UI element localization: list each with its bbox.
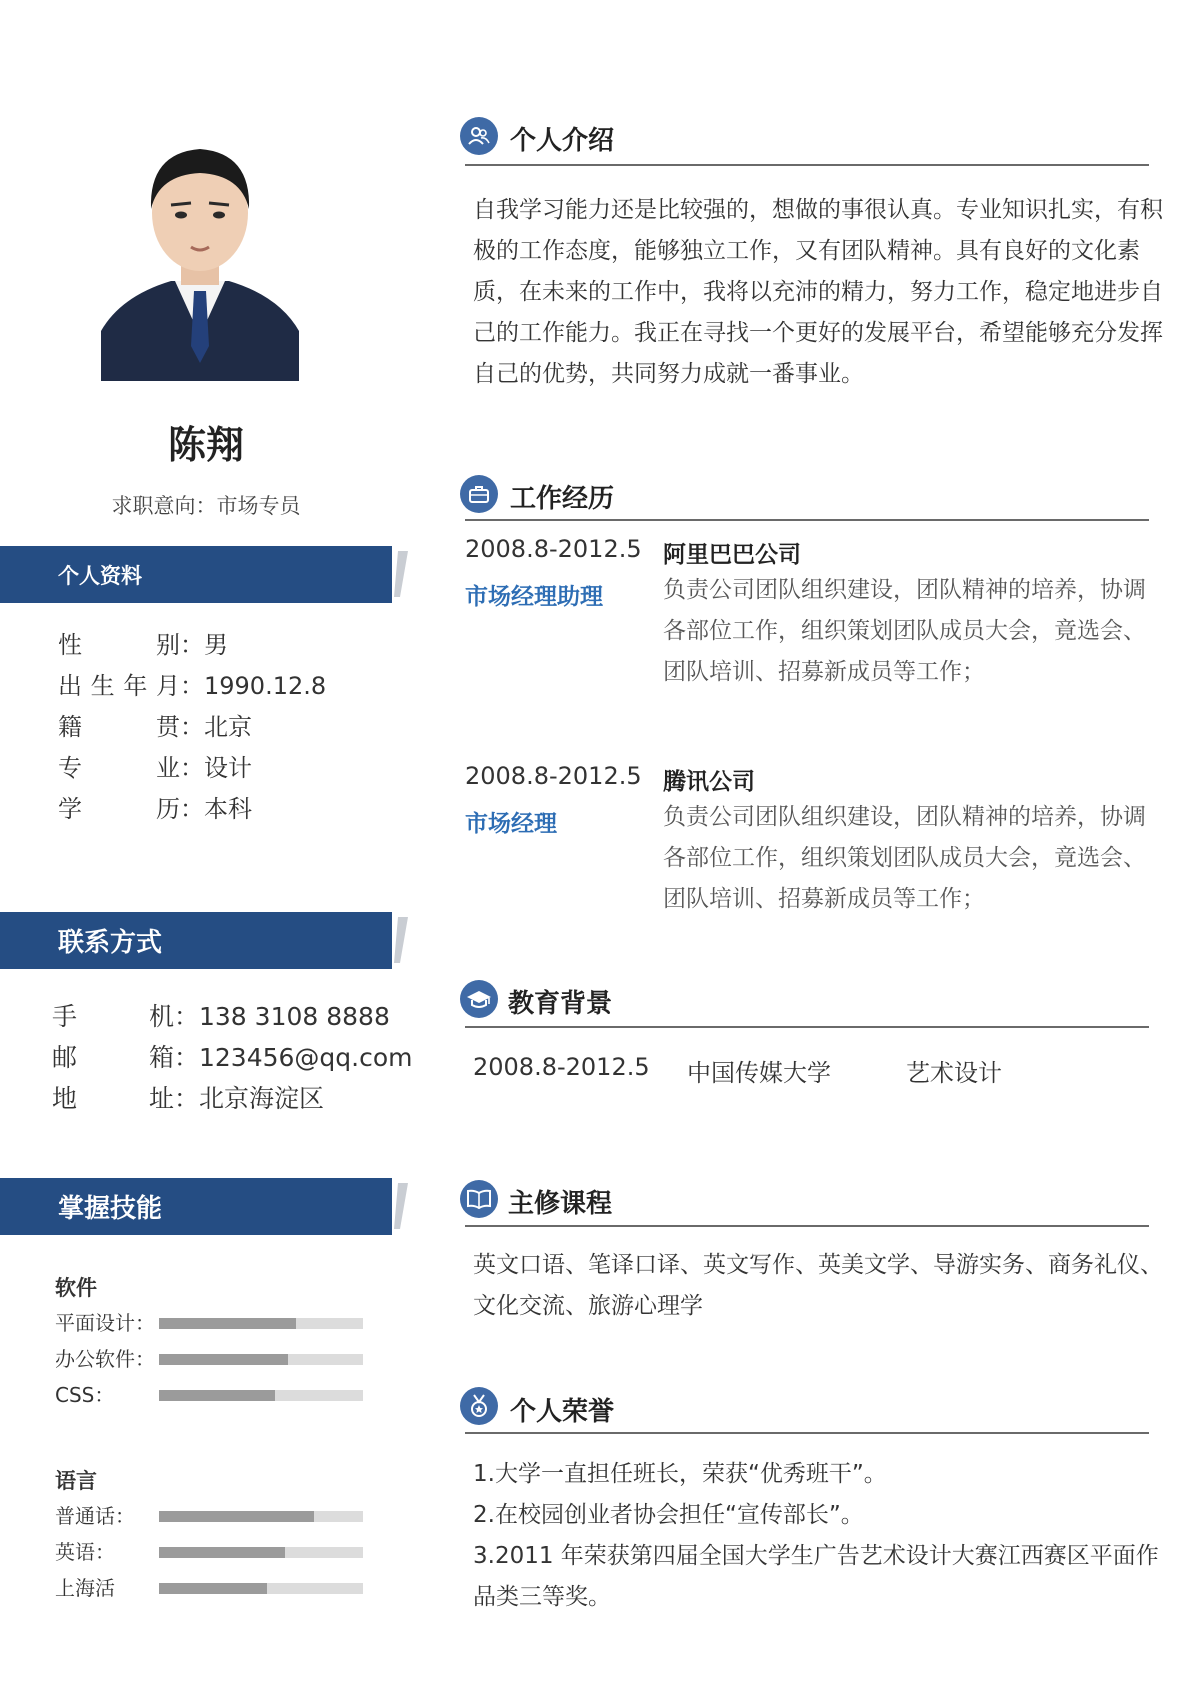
skill-row <box>55 1502 365 1530</box>
skill-name: CSS： <box>55 1383 115 1407</box>
info-row <box>58 628 228 662</box>
medal-icon <box>467 1393 491 1419</box>
job-role: 市场经理 <box>465 811 557 837</box>
skill-bar-track <box>159 1547 363 1558</box>
skill-name: 英语： <box>55 1540 115 1564</box>
software-heading: 软件 <box>55 1276 97 1300</box>
job-company: 腾讯公司 <box>663 769 755 795</box>
work-section-title: 工作经历 <box>510 484 615 514</box>
skill-name: 普通话： <box>55 1504 135 1528</box>
skill-name: 办公软件： <box>55 1347 155 1371</box>
courses-text: 英文口语、笔译口译、英文写作、英美文学、导游实务、商务礼仪、文化交流、旅游心理学 <box>473 1252 1163 1319</box>
contact-label: 邮箱 <box>52 1043 174 1072</box>
intro-text: 自我学习能力还是比较强的，想做的事很认真。专业知识扎实，有积极的工作态度，能够独立工作，又有团队精神。具有良好的文化素质，在未来的工作中，我将以充沛的精力，努力工作，稳定地进步自己的工作能力。我正在寻找一个更好的发展平台，希望能够充分发挥自己的优势，共同努力成就一番事业。 <box>473 197 1163 387</box>
honors-section-icon <box>460 1387 498 1425</box>
skill-row <box>55 1538 365 1566</box>
skill-bar-track <box>159 1583 363 1594</box>
contact-row <box>52 1041 413 1075</box>
skill-bar-fill <box>159 1547 285 1558</box>
skill-row <box>55 1574 365 1602</box>
skill-row <box>55 1345 365 1373</box>
info-label: 籍贯 <box>58 713 180 741</box>
section-divider <box>465 1225 1149 1227</box>
info-value: ：设计 <box>180 754 252 782</box>
skill-bar-track <box>159 1390 363 1401</box>
skill-bar-fill <box>159 1583 267 1594</box>
honor-item: 1.大学一直担任班长，荣获“优秀班干”。 <box>473 1461 887 1487</box>
address-value: ：北京海淀区 <box>174 1084 325 1113</box>
skill-bar-track <box>159 1318 363 1329</box>
email-value: ：123456@qq.com <box>174 1043 413 1072</box>
skill-bar-track <box>159 1511 363 1522</box>
header-tail-decoration <box>394 1183 408 1229</box>
info-row <box>58 710 252 744</box>
candidate-name: 陈翔 <box>167 423 244 467</box>
skill-bar-fill <box>159 1318 296 1329</box>
info-value: ：男 <box>180 631 228 659</box>
info-value: ：本科 <box>180 795 252 823</box>
info-value: ：1990.12.8 <box>180 672 327 700</box>
book-icon <box>466 1187 492 1211</box>
header-tail-decoration <box>394 551 408 597</box>
honors-section-title: 个人荣誉 <box>510 1397 615 1427</box>
profile-photo <box>101 131 299 381</box>
job-description: 负责公司团队组织建设，团队精神的培养，协调各部位工作，组织策划团队成员大会，竟选会、团队培训、招募新成员等工作； <box>663 577 1146 685</box>
section-divider <box>465 519 1149 521</box>
intro-section-title: 个人介绍 <box>510 126 615 156</box>
info-label: 出生年月 <box>58 672 180 700</box>
info-label: 性别 <box>58 631 180 659</box>
skill-row <box>55 1381 365 1409</box>
contact-row <box>52 1000 390 1034</box>
contact-label: 地址 <box>52 1084 174 1113</box>
work-section-icon <box>460 475 498 513</box>
education-section-title: 教育背景 <box>508 989 613 1019</box>
graduation-cap-icon <box>466 987 492 1011</box>
skill-bar-fill <box>159 1354 288 1365</box>
job-company: 阿里巴巴公司 <box>663 542 801 568</box>
contact-header <box>0 912 392 969</box>
users-icon <box>467 124 491 148</box>
education-date: 2008.8-2012.5 <box>473 1053 650 1081</box>
section-divider <box>465 1026 1149 1028</box>
info-row <box>58 669 326 703</box>
info-row <box>58 792 252 826</box>
language-heading: 语言 <box>55 1469 97 1493</box>
personal-info-title: 个人资料 <box>58 563 142 588</box>
skill-bar-fill <box>159 1511 314 1522</box>
skill-bar-track <box>159 1354 363 1365</box>
honor-item: 3.2011 年荣获第四届全国大学生广告艺术设计大赛江西赛区平面作品类三等奖。 <box>473 1543 1159 1610</box>
education-major: 艺术设计 <box>906 1059 1002 1087</box>
job-date: 2008.8-2012.5 <box>465 762 642 790</box>
header-tail-decoration <box>394 917 408 963</box>
section-divider <box>465 164 1149 166</box>
contact-row <box>52 1082 324 1116</box>
briefcase-icon <box>467 482 491 506</box>
honor-item: 2.在校园创业者协会担任“宣传部长”。 <box>473 1502 864 1528</box>
personal-info-header <box>0 546 392 603</box>
phone-value: ：138 3108 8888 <box>174 1002 390 1031</box>
section-divider <box>465 1432 1149 1434</box>
education-school: 中国传媒大学 <box>687 1059 831 1087</box>
skills-title: 掌握技能 <box>58 1194 163 1224</box>
contact-label: 手机 <box>52 1002 174 1031</box>
job-role: 市场经理助理 <box>465 584 603 610</box>
info-value: ：北京 <box>180 713 252 741</box>
skill-bar-fill <box>159 1390 275 1401</box>
info-label: 专业 <box>58 754 180 782</box>
intro-section-icon <box>460 117 498 155</box>
courses-section-icon <box>460 1180 498 1218</box>
info-label: 学历 <box>58 795 180 823</box>
courses-section-title: 主修课程 <box>508 1189 613 1219</box>
job-description: 负责公司团队组织建设，团队精神的培养，协调各部位工作，组织策划团队成员大会，竟选会、团队培训、招募新成员等工作； <box>663 804 1146 912</box>
skill-name: 平面设计： <box>55 1311 155 1335</box>
job-date: 2008.8-2012.5 <box>465 535 642 563</box>
skill-row <box>55 1309 365 1337</box>
skills-header <box>0 1178 392 1235</box>
info-row <box>58 751 252 785</box>
skill-name: 上海活 <box>55 1576 115 1600</box>
person-photo-icon <box>101 131 299 381</box>
job-intent: 求职意向：市场专员 <box>111 494 301 518</box>
education-section-icon <box>460 980 498 1018</box>
contact-title: 联系方式 <box>58 928 163 958</box>
